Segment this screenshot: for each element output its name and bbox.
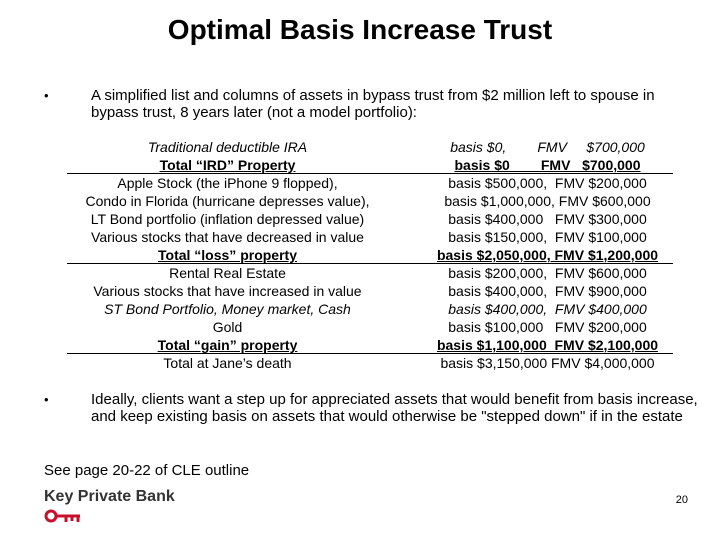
asset-row bbox=[55, 174, 685, 192]
asset-total-row bbox=[55, 156, 685, 174]
asset-basis-fmv: basis $0 FMV $700,000 bbox=[454, 157, 641, 173]
asset-basis-fmv: basis $500,000, FMV $200,000 bbox=[448, 175, 647, 191]
asset-basis-fmv: basis $2,050,000, FMV $1,200,000 bbox=[436, 247, 659, 263]
asset-basis-fmv: basis $0, FMV $700,000 bbox=[450, 139, 645, 155]
asset-description: Various stocks that have decreased in value bbox=[91, 229, 364, 245]
asset-basis-fmv: basis $200,000, FMV $600,000 bbox=[448, 265, 647, 281]
bullet-dot: • bbox=[44, 392, 49, 407]
bullet-intro bbox=[44, 87, 704, 121]
page-number: 20 bbox=[675, 494, 688, 506]
asset-row bbox=[55, 282, 685, 300]
asset-description: Condo in Florida (hurricane depresses value), bbox=[85, 193, 370, 209]
slide-title: Optimal Basis Increase Trust bbox=[167, 14, 553, 45]
bullet-conclusion bbox=[44, 391, 704, 425]
asset-description: Apple Stock (the iPhone 9 flopped), bbox=[117, 175, 338, 191]
asset-row bbox=[55, 192, 685, 210]
asset-description: Various stocks that have increased in value bbox=[93, 283, 362, 299]
asset-basis-fmv: basis $1,100,000 FMV $2,100,000 bbox=[436, 337, 659, 353]
asset-description: Gold bbox=[212, 319, 243, 335]
asset-row bbox=[55, 228, 685, 246]
bullet-intro-text: A simplified list and columns of assets in bypass trust from $2 million left to spouse in bypass trust, 8 years later (not a model portfolio): bbox=[91, 87, 655, 121]
asset-basis-fmv: basis $1,000,000, FMV $600,000 bbox=[444, 193, 651, 209]
asset-row bbox=[55, 318, 685, 336]
asset-description: Traditional deductible IRA bbox=[147, 139, 308, 155]
asset-table bbox=[55, 138, 685, 372]
asset-description: ST Bond Portfolio, Money market, Cash bbox=[104, 301, 351, 317]
asset-basis-fmv: basis $400,000, FMV $900,000 bbox=[448, 283, 647, 299]
bullet-conclusion-text: Ideally, clients want a step up for appreciated assets that would benefit from basis increase, and keep existing basis on assets that would otherwise be "stepped down" if in the estate bbox=[91, 391, 698, 425]
asset-row bbox=[55, 264, 685, 282]
asset-total-row bbox=[55, 336, 685, 354]
key-icon bbox=[44, 508, 84, 524]
asset-basis-fmv: basis $100,000 FMV $200,000 bbox=[448, 319, 647, 335]
key-private-bank-logo bbox=[44, 488, 204, 526]
logo-text: Key Private Bank bbox=[44, 488, 175, 505]
asset-row bbox=[55, 300, 685, 318]
asset-description: Total “gain” property bbox=[157, 337, 298, 353]
asset-description: Total “IRD” Property bbox=[159, 157, 296, 173]
asset-total-row bbox=[55, 246, 685, 264]
asset-description: Total at Jane’s death bbox=[163, 355, 292, 371]
asset-description: Total “loss” property bbox=[158, 247, 297, 263]
asset-basis-fmv: basis $3,150,000 FMV $4,000,000 bbox=[440, 355, 655, 371]
asset-basis-fmv: basis $400,000, FMV $400,000 bbox=[448, 301, 647, 317]
asset-basis-fmv: basis $150,000, FMV $100,000 bbox=[448, 229, 647, 245]
bullet-dot: • bbox=[44, 88, 49, 103]
asset-row bbox=[55, 138, 685, 156]
asset-description: LT Bond portfolio (inflation depressed value) bbox=[90, 211, 365, 227]
asset-row bbox=[55, 354, 685, 372]
asset-basis-fmv: basis $400,000 FMV $300,000 bbox=[448, 211, 647, 227]
asset-row bbox=[55, 210, 685, 228]
asset-description: Rental Real Estate bbox=[169, 265, 286, 281]
footnote: See page 20-22 of CLE outline bbox=[44, 462, 250, 479]
